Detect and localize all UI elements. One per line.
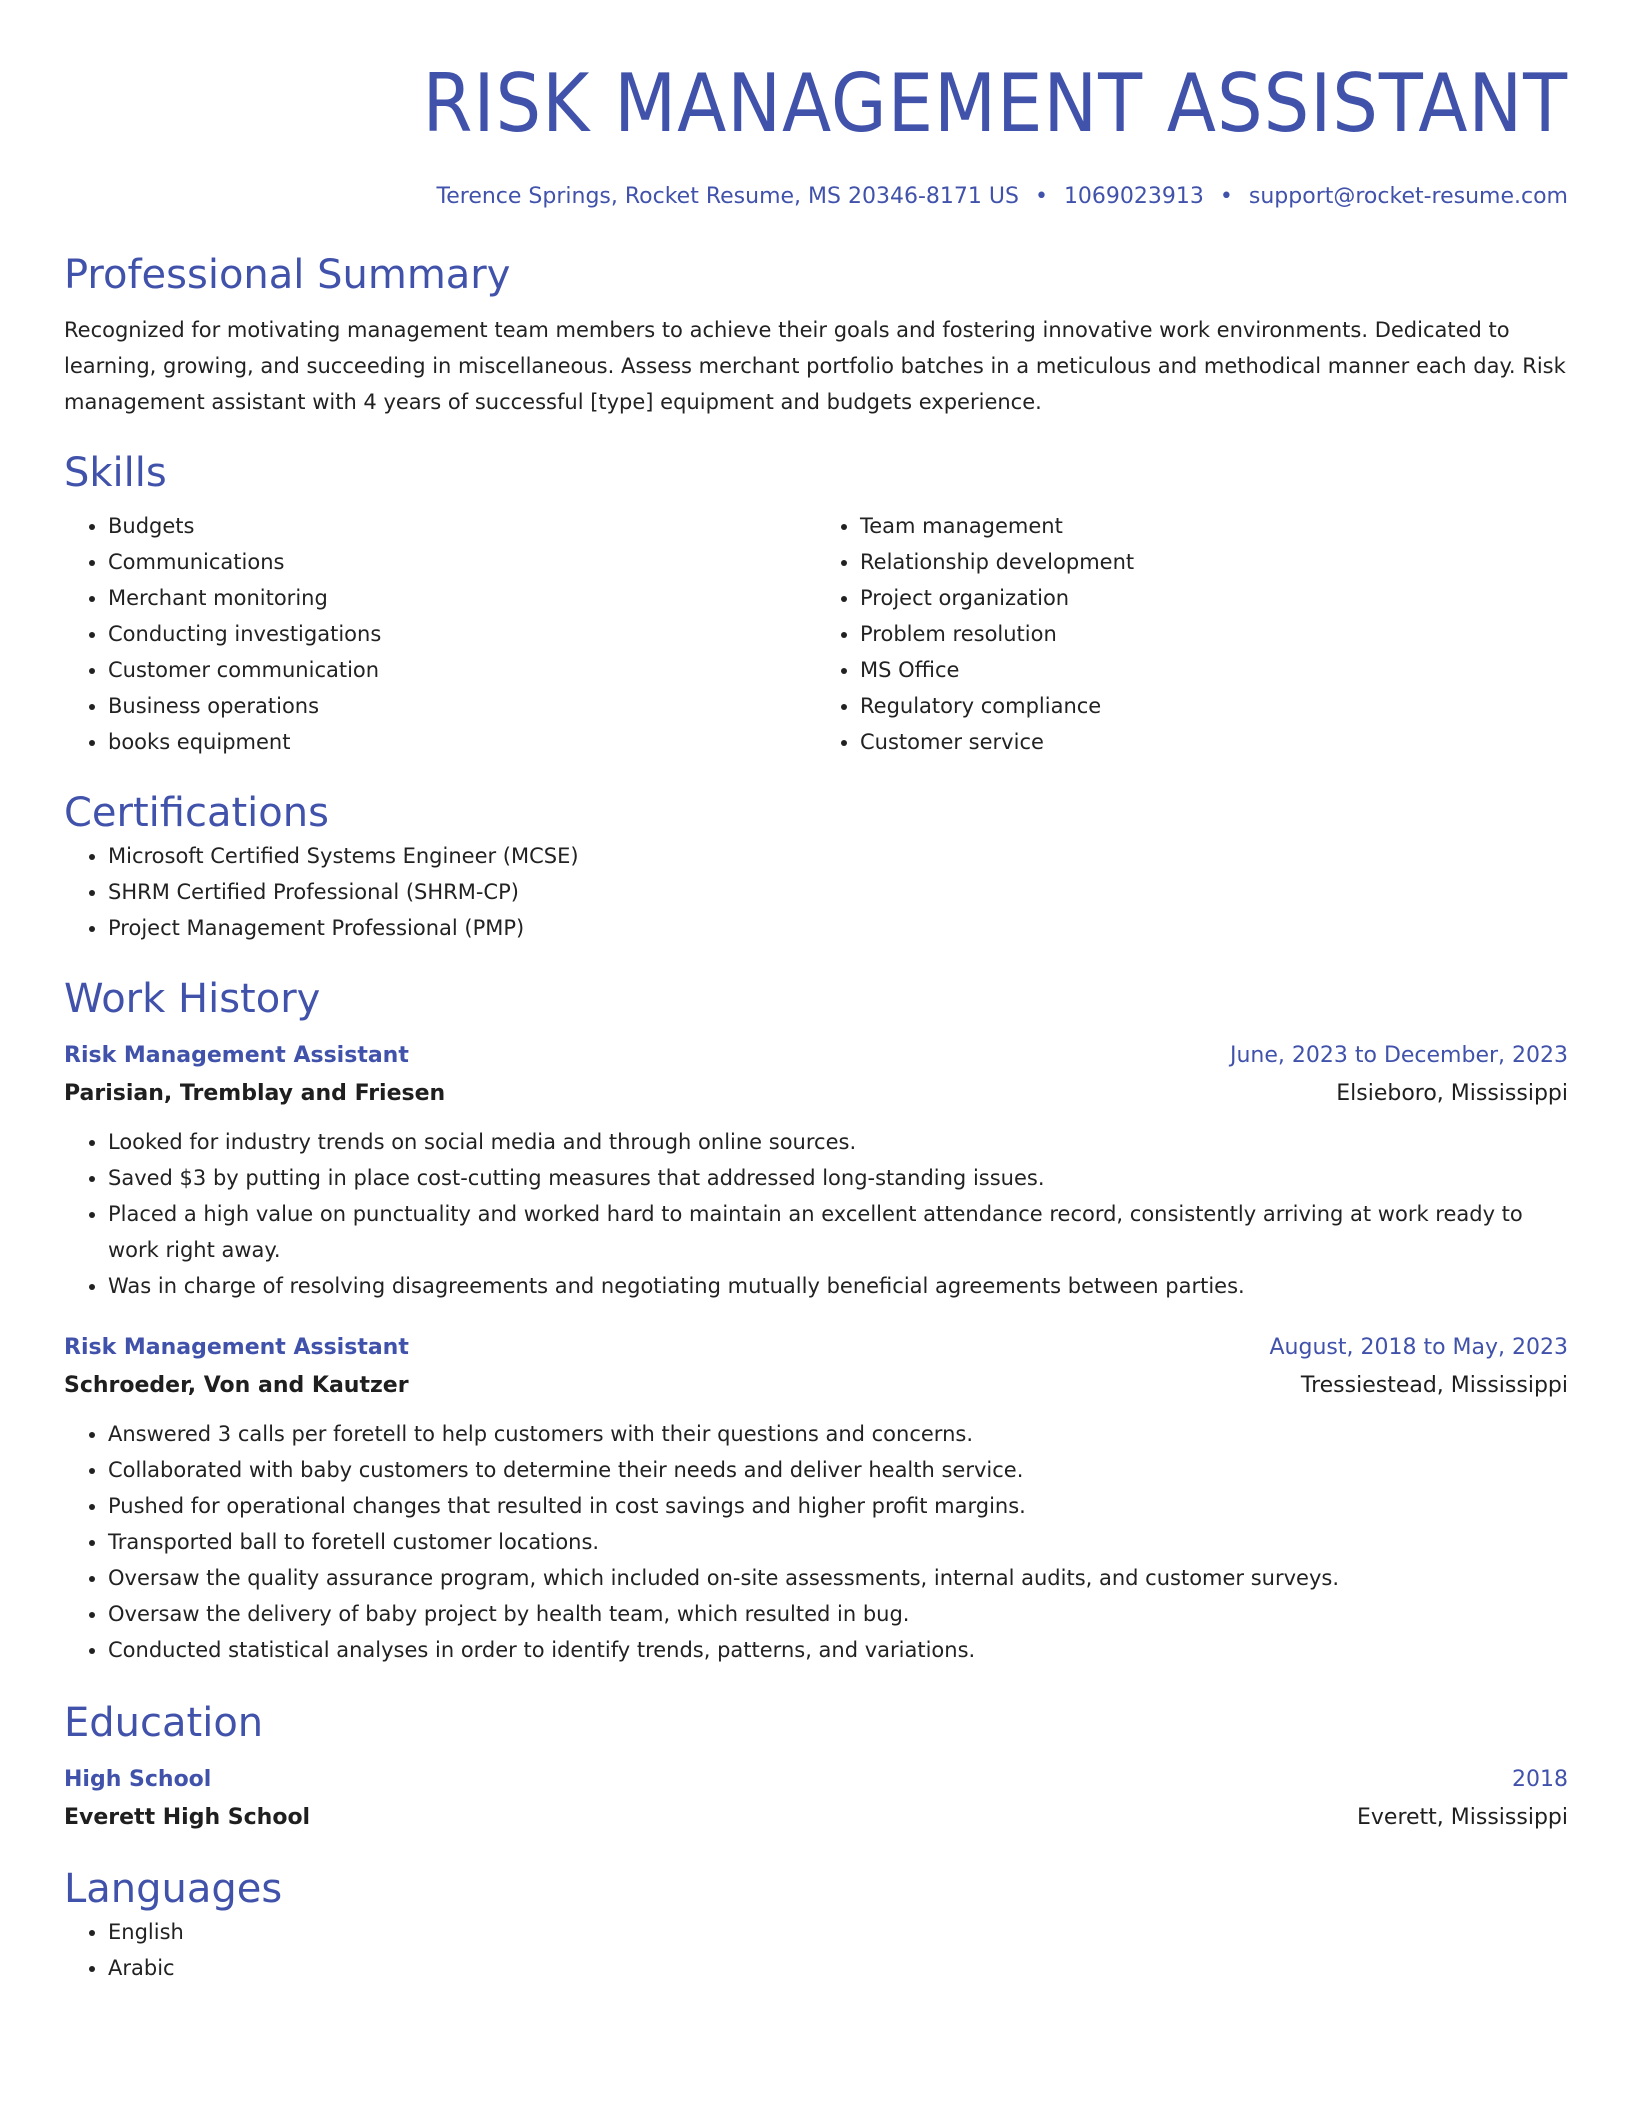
certifications-list	[64, 838, 1568, 946]
certification-item: • Project Management Professional (PMP)	[108, 910, 1568, 946]
skill-item: • Project organization	[860, 580, 1568, 616]
contact-phone: 1069023913	[1063, 184, 1204, 209]
job-header-row	[64, 1038, 1568, 1074]
skill-item: • Customer communication	[108, 652, 816, 688]
contact-email: support@rocket-resume.com	[1248, 184, 1568, 209]
education-entry	[64, 1762, 1568, 1838]
languages-list	[64, 1914, 1568, 1986]
job-employer: Schroeder, Von and Kautzer	[64, 1373, 409, 1398]
skill-item: • Relationship development	[860, 544, 1568, 580]
job-bullet: • Collaborated with baby customers to determine their needs and deliver health service.	[108, 1452, 1568, 1488]
job-bullets	[64, 1416, 1568, 1668]
contact-separator: •	[1219, 184, 1233, 209]
education-degree: High School	[64, 1767, 212, 1792]
job-bullet: • Answered 3 calls per foretell to help customers with their questions and concerns.	[108, 1416, 1568, 1452]
education-header-row	[64, 1762, 1568, 1798]
education-heading: Education	[64, 1700, 264, 1746]
job-dates: August, 2018 to May, 2023	[1269, 1335, 1568, 1360]
skill-item: • Team management	[860, 508, 1568, 544]
skill-item: • Merchant monitoring	[108, 580, 816, 616]
summary-heading: Professional Summary	[64, 252, 511, 298]
skills-left-list	[64, 508, 816, 760]
job-role: Risk Management Assistant	[64, 1043, 409, 1068]
languages-heading: Languages	[64, 1866, 283, 1912]
certifications-heading: Certifications	[64, 790, 329, 836]
job-bullet: • Placed a high value on punctuality and worked hard to maintain an excellent attendance record, consistently arriving at work ready to work right away.	[108, 1196, 1568, 1268]
job-bullet: • Looked for industry trends on social media and through online sources.	[108, 1124, 1568, 1160]
job-employer-row	[64, 1366, 1568, 1406]
education-school: Everett High School	[64, 1805, 311, 1830]
skill-item: • Customer service	[860, 724, 1568, 760]
job-bullet: • Transported ball to foretell customer locations.	[108, 1524, 1568, 1560]
job-bullet: • Was in charge of resolving disagreements and negotiating mutually beneficial agreements between parties.	[108, 1268, 1568, 1304]
job-bullet: • Oversaw the delivery of baby project by health team, which resulted in bug.	[108, 1596, 1568, 1632]
skill-item: • Business operations	[108, 688, 816, 724]
job-entry	[64, 1038, 1568, 1304]
job-bullets	[64, 1124, 1568, 1304]
job-header-row	[64, 1330, 1568, 1366]
contact-separator: •	[1034, 184, 1048, 209]
work-history-heading: Work History	[64, 976, 321, 1022]
job-bullet: • Conducted statistical analyses in order to identify trends, patterns, and variations.	[108, 1632, 1568, 1668]
skills-heading: Skills	[64, 450, 167, 496]
job-location: Tressiestead, Mississippi	[1300, 1373, 1568, 1398]
resume-title: RISK MANAGEMENT ASSISTANT	[422, 57, 1569, 150]
job-employer: Parisian, Tremblay and Friesen	[64, 1081, 446, 1106]
job-bullet: • Oversaw the quality assurance program, which included on-site assessments, internal audits, and customer surveys.	[108, 1560, 1568, 1596]
education-school-row	[64, 1798, 1568, 1838]
job-role: Risk Management Assistant	[64, 1335, 409, 1360]
certification-item: • SHRM Certified Professional (SHRM-CP)	[108, 874, 1568, 910]
skills-right-list	[816, 508, 1568, 760]
contact-line	[64, 182, 1568, 212]
summary-text: Recognized for motivating management team members to achieve their goals and fostering innovative work environments. Dedicated to learning, growing, and succeeding in miscellaneous. Assess merchant portfolio batches in a meticulous and methodical manner each day. Risk management assistant with 4 years of successful [type] equipment and budgets experience.	[64, 318, 1566, 414]
skill-item: • Problem resolution	[860, 616, 1568, 652]
skill-item: • Regulatory compliance	[860, 688, 1568, 724]
skill-item: • Communications	[108, 544, 816, 580]
skill-item: • MS Office	[860, 652, 1568, 688]
skills-columns	[64, 508, 1568, 760]
education-year: 2018	[1512, 1767, 1568, 1792]
certification-item: • Microsoft Certified Systems Engineer (MCSE)	[108, 838, 1568, 874]
job-bullet: • Saved $3 by putting in place cost-cutting measures that addressed long-standing issues.	[108, 1160, 1568, 1196]
skill-item: • Conducting investigations	[108, 616, 816, 652]
job-bullet: • Pushed for operational changes that resulted in cost savings and higher profit margins.	[108, 1488, 1568, 1524]
language-item: • English	[108, 1914, 1568, 1950]
job-location: Elsieboro, Mississippi	[1336, 1081, 1568, 1106]
skill-item: • books equipment	[108, 724, 816, 760]
education-location: Everett, Mississippi	[1357, 1805, 1568, 1830]
contact-address: Terence Springs, Rocket Resume, MS 20346-8171 US	[436, 184, 1019, 209]
job-entry	[64, 1330, 1568, 1668]
language-item: • Arabic	[108, 1950, 1568, 1986]
skill-item: • Budgets	[108, 508, 816, 544]
job-dates: June, 2023 to December, 2023	[1229, 1043, 1568, 1068]
job-employer-row	[64, 1074, 1568, 1114]
